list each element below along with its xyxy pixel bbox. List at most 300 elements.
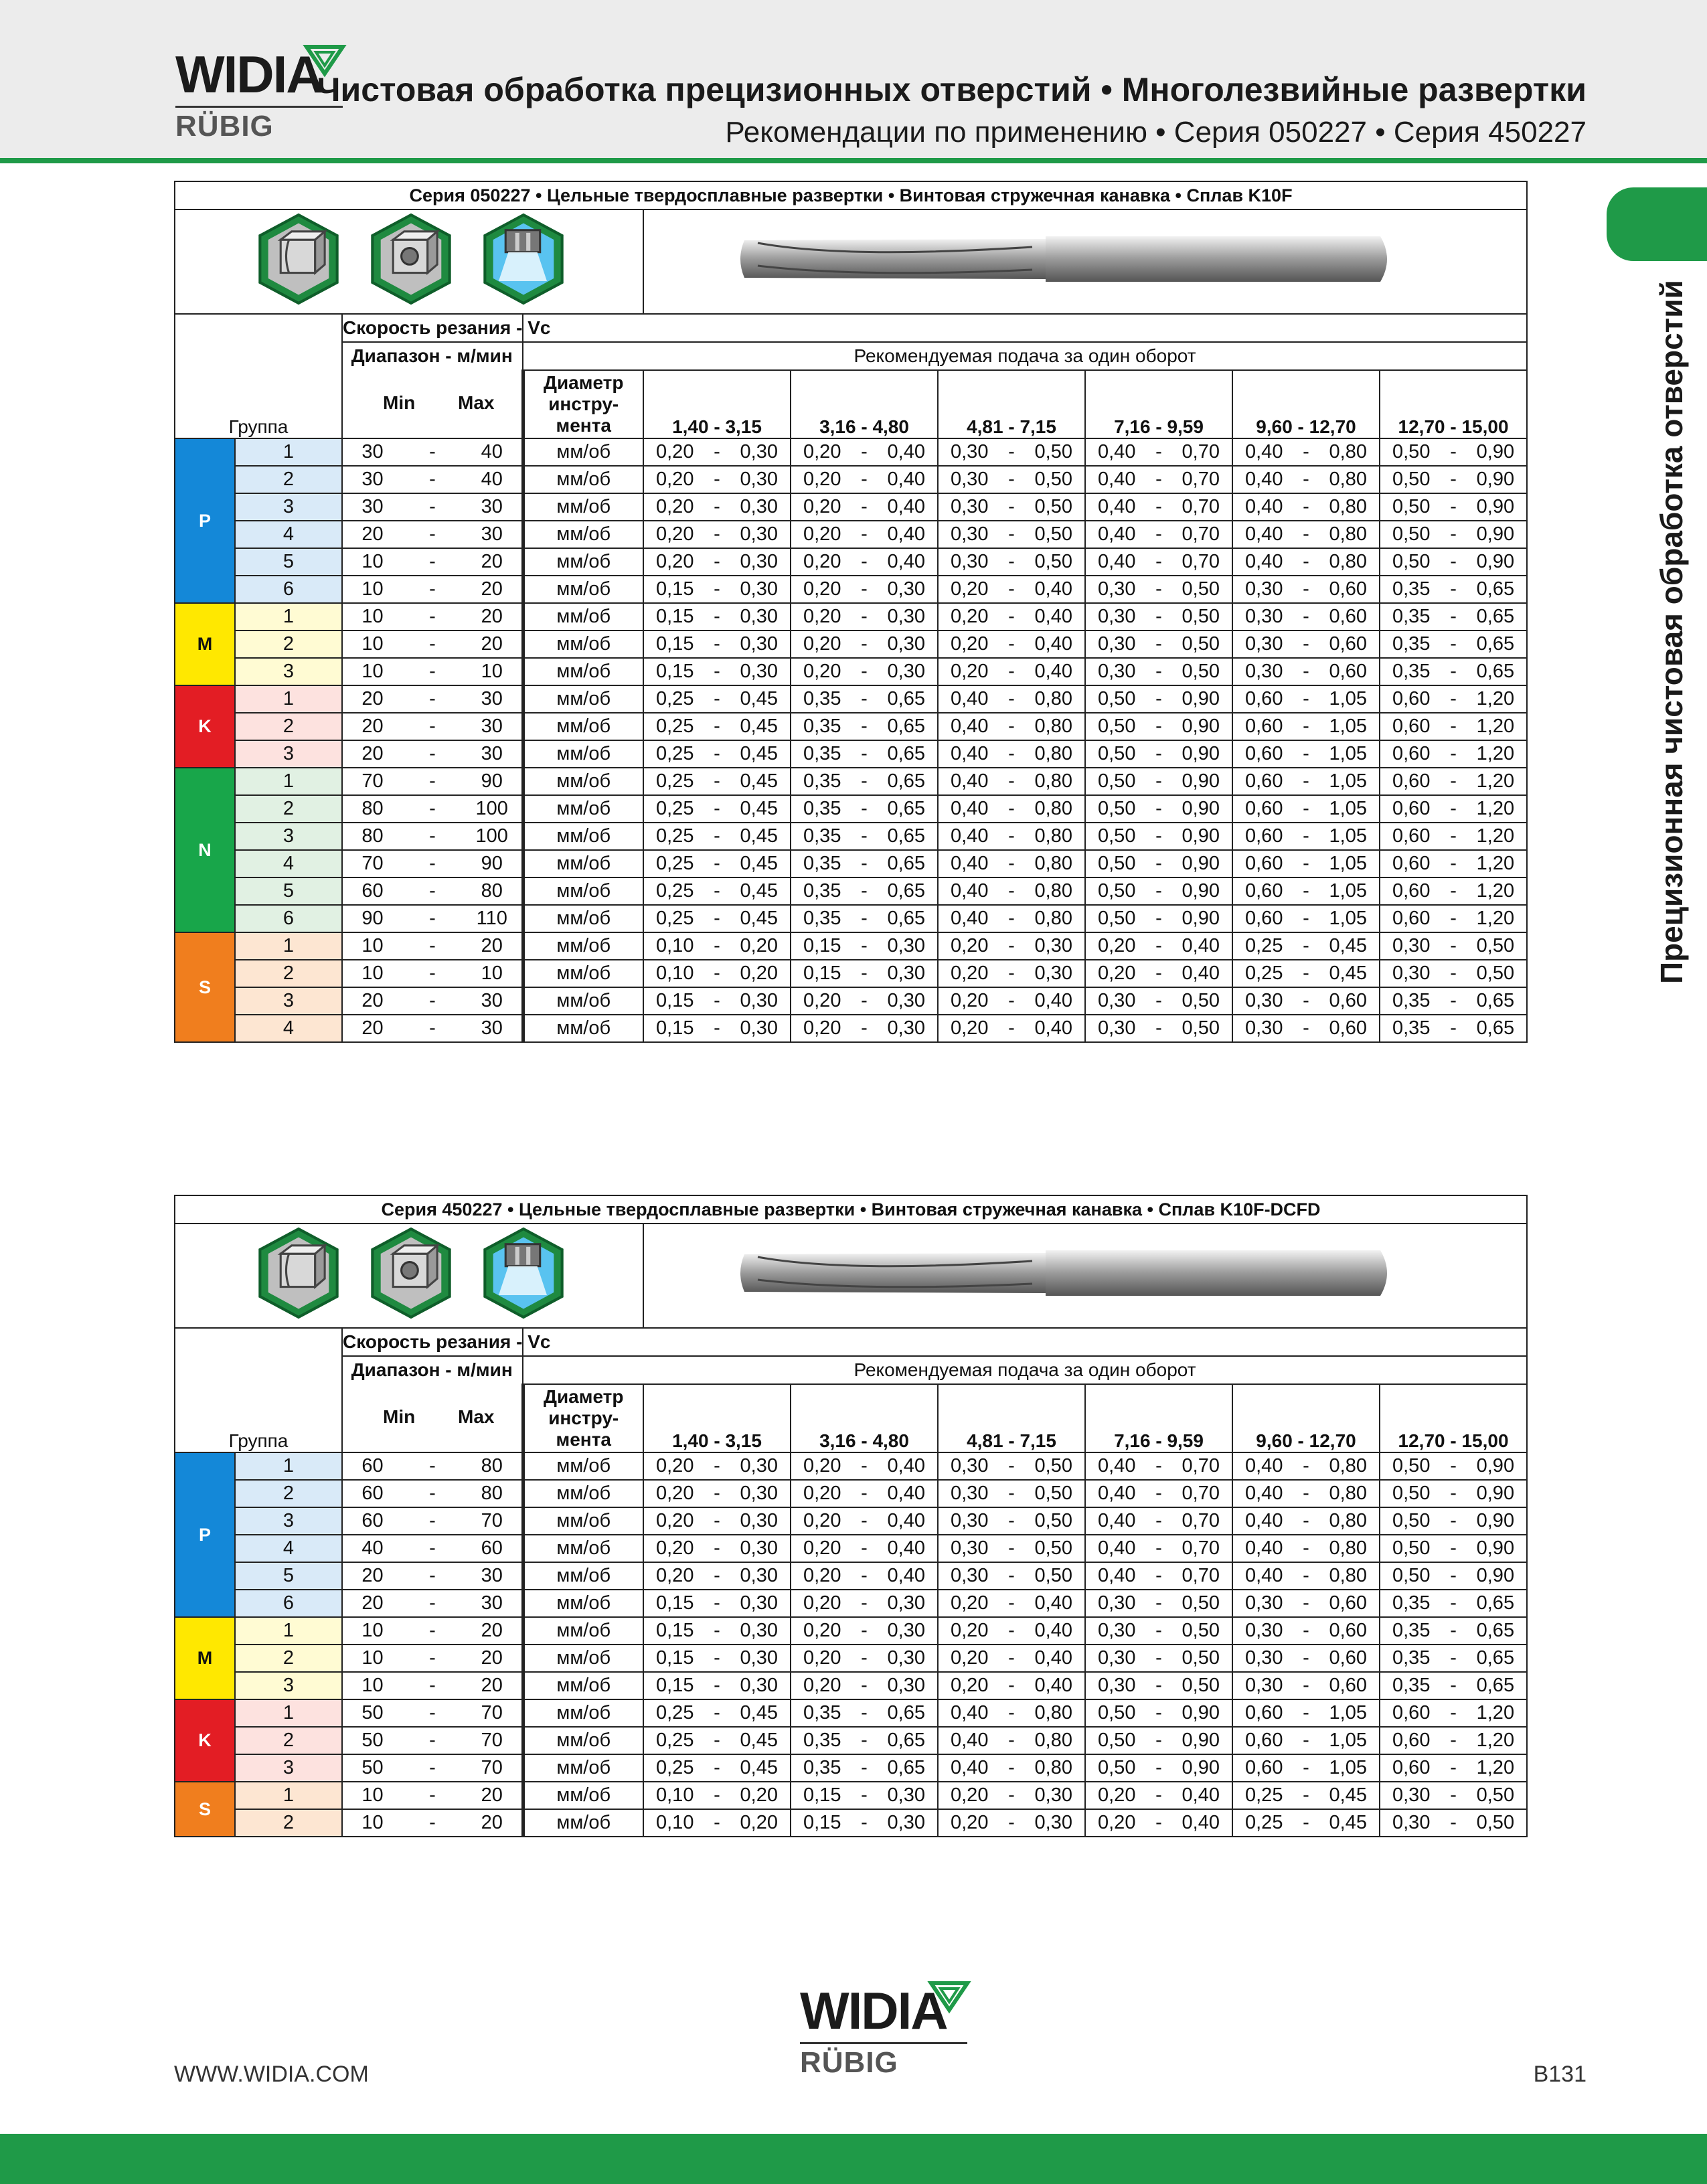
feed-cell: 0,20 - 0,30 <box>791 576 938 603</box>
table-row <box>175 1645 1527 1672</box>
sub-group: 2 <box>235 713 342 740</box>
table-title: Серия 050227 • Цельные твердосплавные развертки • Винтовая стружечная канавка • Сплав K10F <box>175 181 1527 209</box>
feed-cell: 0,30 - 0,50 <box>938 466 1085 493</box>
speed-dash: - <box>402 850 463 877</box>
speed-dash: - <box>402 1782 463 1809</box>
diameter-range-6: 12,70 - 15,00 <box>1380 1384 1527 1452</box>
feed-cell: 0,35 - 0,65 <box>1380 1015 1527 1042</box>
max-header: Max <box>458 392 495 413</box>
sub-group: 4 <box>235 850 342 877</box>
speed-min: 20 <box>342 1562 402 1590</box>
speed-min: 10 <box>342 658 402 685</box>
feed-cell: 0,30 - 0,50 <box>938 1480 1085 1507</box>
speed-min: 20 <box>342 1590 402 1617</box>
feed-cell: 0,50 - 0,90 <box>1085 1727 1232 1754</box>
feed-cell: 0,35 - 0,65 <box>791 713 938 740</box>
feed-cell: 0,15 - 0,30 <box>643 1645 791 1672</box>
feed-cell: 0,35 - 0,65 <box>791 685 938 713</box>
feed-cell: 0,40 - 0,70 <box>1085 521 1232 548</box>
feed-cell: 0,40 - 0,80 <box>938 1727 1085 1754</box>
units: мм/об <box>523 795 643 823</box>
diameter-range-3: 4,81 - 7,15 <box>938 1384 1085 1452</box>
speed-min: 30 <box>342 493 402 521</box>
speed-max: 80 <box>463 877 523 905</box>
speed-max: 20 <box>463 932 523 960</box>
feed-cell: 0,15 - 0,30 <box>643 631 791 658</box>
feed-cell: 0,60 - 1,20 <box>1380 823 1527 850</box>
feed-cell: 0,50 - 0,90 <box>1380 438 1527 466</box>
feed-cell: 0,40 - 0,80 <box>1232 1452 1380 1480</box>
speed-min: 10 <box>342 932 402 960</box>
feed-cell: 0,40 - 0,80 <box>1232 1535 1380 1562</box>
speed-max: 90 <box>463 850 523 877</box>
sub-group: 2 <box>235 795 342 823</box>
speed-dash: - <box>402 493 463 521</box>
footer-logo-triangle-icon <box>928 1979 970 2013</box>
speed-max: 80 <box>463 1452 523 1480</box>
feed-cell: 0,25 - 0,45 <box>643 905 791 932</box>
feed-cell: 0,40 - 0,70 <box>1085 548 1232 576</box>
feed-cell: 0,30 - 0,50 <box>1380 1782 1527 1809</box>
sub-group: 1 <box>235 603 342 631</box>
units: мм/об <box>523 960 643 987</box>
feed-cell: 0,60 - 1,05 <box>1232 1699 1380 1727</box>
feed-cell: 0,20 - 0,40 <box>791 1480 938 1507</box>
units: мм/об <box>523 713 643 740</box>
speed-dash: - <box>402 1699 463 1727</box>
feed-cell: 0,30 - 0,60 <box>1232 1015 1380 1042</box>
speed-dash: - <box>402 438 463 466</box>
feed-cell: 0,25 - 0,45 <box>1232 960 1380 987</box>
feed-cell: 0,20 - 0,40 <box>1085 1782 1232 1809</box>
feed-cell: 0,30 - 0,50 <box>1380 1809 1527 1837</box>
material-group-n: N <box>175 768 235 932</box>
feed-cell: 0,20 - 0,40 <box>938 987 1085 1015</box>
feed-cell: 0,20 - 0,30 <box>643 548 791 576</box>
speed-header: Скорость резания - Vc <box>342 314 523 342</box>
diameter-range-1: 1,40 - 3,15 <box>643 1384 791 1452</box>
speed-dash: - <box>402 713 463 740</box>
feed-cell: 0,25 - 0,45 <box>643 685 791 713</box>
units: мм/об <box>523 1782 643 1809</box>
speed-dash: - <box>402 466 463 493</box>
speed-min: 10 <box>342 1782 402 1809</box>
hex-coolant-icon <box>481 212 566 311</box>
feed-cell: 0,20 - 0,30 <box>938 1782 1085 1809</box>
feed-cell: 0,60 - 1,20 <box>1380 685 1527 713</box>
speed-min: 20 <box>342 740 402 768</box>
sub-group: 3 <box>235 493 342 521</box>
units: мм/об <box>523 603 643 631</box>
feed-cell: 0,20 - 0,30 <box>791 1645 938 1672</box>
sub-group: 1 <box>235 1452 342 1480</box>
feed-cell: 0,35 - 0,65 <box>791 740 938 768</box>
feed-cell: 0,60 - 1,05 <box>1232 713 1380 740</box>
speed-min: 20 <box>342 521 402 548</box>
speed-min: 60 <box>342 877 402 905</box>
feed-header: Рекомендуемая подача за один оборот <box>523 342 1527 370</box>
feed-cell: 0,25 - 0,45 <box>643 877 791 905</box>
speed-dash: - <box>402 1507 463 1535</box>
speed-min: 10 <box>342 631 402 658</box>
feed-cell: 0,35 - 0,65 <box>791 850 938 877</box>
speed-dash: - <box>402 1480 463 1507</box>
feed-cell: 0,40 - 0,80 <box>938 713 1085 740</box>
sub-group: 1 <box>235 768 342 795</box>
feed-cell: 0,25 - 0,45 <box>643 713 791 740</box>
feed-cell: 0,10 - 0,20 <box>643 932 791 960</box>
feed-cell: 0,40 - 0,80 <box>1232 466 1380 493</box>
speed-min: 20 <box>342 713 402 740</box>
sub-group: 1 <box>235 932 342 960</box>
speed-max: 20 <box>463 576 523 603</box>
feed-cell: 0,40 - 0,80 <box>938 740 1085 768</box>
feed-table-2 <box>174 1195 1528 1837</box>
diameter-range-5: 9,60 - 12,70 <box>1232 1384 1380 1452</box>
feed-cell: 0,20 - 0,30 <box>791 987 938 1015</box>
table-row <box>175 1672 1527 1699</box>
feed-cell: 0,60 - 1,20 <box>1380 795 1527 823</box>
units: мм/об <box>523 1562 643 1590</box>
speed-min: 70 <box>342 850 402 877</box>
material-group-k: K <box>175 685 235 768</box>
sub-group: 4 <box>235 1535 342 1562</box>
feed-cell: 0,20 - 0,40 <box>938 1617 1085 1645</box>
feed-cell: 0,25 - 0,45 <box>643 823 791 850</box>
speed-min: 10 <box>342 576 402 603</box>
feed-cell: 0,40 - 0,70 <box>1085 1507 1232 1535</box>
speed-dash: - <box>402 685 463 713</box>
feed-cell: 0,50 - 0,90 <box>1085 795 1232 823</box>
speed-dash: - <box>402 823 463 850</box>
feed-cell: 0,60 - 1,05 <box>1232 850 1380 877</box>
feed-cell: 0,10 - 0,20 <box>643 1782 791 1809</box>
feed-cell: 0,20 - 0,30 <box>938 1809 1085 1837</box>
feed-cell: 0,30 - 0,60 <box>1232 631 1380 658</box>
units: мм/об <box>523 1672 643 1699</box>
sub-group: 1 <box>235 438 342 466</box>
speed-max: 70 <box>463 1507 523 1535</box>
feed-cell: 0,20 - 0,40 <box>938 1590 1085 1617</box>
feed-cell: 0,60 - 1,20 <box>1380 1727 1527 1754</box>
feed-cell: 0,20 - 0,30 <box>791 631 938 658</box>
feed-cell: 0,15 - 0,30 <box>643 1672 791 1699</box>
feed-cell: 0,25 - 0,45 <box>643 850 791 877</box>
range-header: Диапазон - м/мин Min Max <box>342 1356 523 1452</box>
feed-cell: 0,40 - 0,70 <box>1085 1535 1232 1562</box>
feed-cell: 0,40 - 0,80 <box>938 877 1085 905</box>
feed-cell: 0,15 - 0,30 <box>643 658 791 685</box>
min-header: Min <box>383 392 416 413</box>
feed-cell: 0,20 - 0,40 <box>938 631 1085 658</box>
speed-dash: - <box>402 1754 463 1782</box>
table-row <box>175 521 1527 548</box>
feed-cell: 0,10 - 0,20 <box>643 1809 791 1837</box>
diameter-range-3: 4,81 - 7,15 <box>938 370 1085 438</box>
feed-cell: 0,50 - 0,90 <box>1085 877 1232 905</box>
feed-cell: 0,35 - 0,65 <box>1380 576 1527 603</box>
feed-cell: 0,40 - 0,80 <box>1232 521 1380 548</box>
feed-cell: 0,30 - 0,50 <box>938 493 1085 521</box>
feed-cell: 0,30 - 0,50 <box>1085 1590 1232 1617</box>
diameter-range-6: 12,70 - 15,00 <box>1380 370 1527 438</box>
speed-max: 10 <box>463 658 523 685</box>
feed-cell: 0,15 - 0,30 <box>643 1015 791 1042</box>
feed-cell: 0,40 - 0,70 <box>1085 493 1232 521</box>
feed-cell: 0,50 - 0,90 <box>1380 1562 1527 1590</box>
feed-cell: 0,40 - 0,80 <box>938 1699 1085 1727</box>
feed-cell: 0,20 - 0,30 <box>643 466 791 493</box>
feed-cell: 0,40 - 0,70 <box>1085 438 1232 466</box>
units: мм/об <box>523 1727 643 1754</box>
speed-min: 70 <box>342 768 402 795</box>
table-row <box>175 1617 1527 1645</box>
feed-cell: 0,20 - 0,40 <box>1085 960 1232 987</box>
feed-cell: 0,20 - 0,40 <box>791 1507 938 1535</box>
feed-cell: 0,20 - 0,30 <box>791 1590 938 1617</box>
sub-group: 3 <box>235 740 342 768</box>
feed-cell: 0,30 - 0,60 <box>1232 576 1380 603</box>
units: мм/об <box>523 521 643 548</box>
material-group-k: K <box>175 1699 235 1782</box>
feed-cell: 0,50 - 0,90 <box>1380 493 1527 521</box>
feed-cell: 0,20 - 0,40 <box>938 576 1085 603</box>
speed-max: 20 <box>463 1809 523 1837</box>
reamer-image <box>643 1224 1527 1328</box>
sub-group: 5 <box>235 1562 342 1590</box>
speed-max: 20 <box>463 1782 523 1809</box>
speed-max: 40 <box>463 466 523 493</box>
feed-cell: 0,20 - 0,30 <box>643 1452 791 1480</box>
footer-logo <box>800 1981 967 2079</box>
speed-max: 30 <box>463 1590 523 1617</box>
sub-group: 5 <box>235 877 342 905</box>
speed-min: 40 <box>342 1535 402 1562</box>
speed-min: 50 <box>342 1727 402 1754</box>
speed-max: 70 <box>463 1727 523 1754</box>
feed-cell: 0,30 - 0,50 <box>1085 1617 1232 1645</box>
feed-cell: 0,20 - 0,30 <box>643 1507 791 1535</box>
feed-cell: 0,25 - 0,45 <box>643 1727 791 1754</box>
table-row <box>175 823 1527 850</box>
feed-cell: 0,30 - 0,50 <box>938 1535 1085 1562</box>
feed-cell: 0,20 - 0,40 <box>791 548 938 576</box>
feed-cell: 0,40 - 0,80 <box>1232 493 1380 521</box>
feed-header: Рекомендуемая подача за один оборот <box>523 1356 1527 1384</box>
feed-cell: 0,20 - 0,40 <box>938 603 1085 631</box>
units: мм/об <box>523 1699 643 1727</box>
material-group-m: M <box>175 1617 235 1699</box>
feed-cell: 0,35 - 0,65 <box>791 823 938 850</box>
speed-min: 30 <box>342 438 402 466</box>
feed-cell: 0,30 - 0,50 <box>1085 1015 1232 1042</box>
feed-cell: 0,35 - 0,65 <box>1380 631 1527 658</box>
sub-group: 2 <box>235 466 342 493</box>
feed-cell: 0,20 - 0,30 <box>791 1015 938 1042</box>
feed-cell: 0,20 - 0,30 <box>643 1562 791 1590</box>
feed-cell: 0,50 - 0,90 <box>1380 466 1527 493</box>
table-row <box>175 493 1527 521</box>
range-header: Диапазон - м/мин Min Max <box>342 342 523 438</box>
footer-url[interactable]: WWW.WIDIA.COM <box>174 2062 369 2087</box>
diameter-range-4: 7,16 - 9,59 <box>1085 1384 1232 1452</box>
reamer-image <box>643 209 1527 314</box>
feed-cell: 0,30 - 0,60 <box>1232 1590 1380 1617</box>
table-row <box>175 740 1527 768</box>
units: мм/об <box>523 1590 643 1617</box>
speed-min: 30 <box>342 466 402 493</box>
table-row <box>175 438 1527 466</box>
feed-cell: 0,60 - 1,05 <box>1232 795 1380 823</box>
speed-dash: - <box>402 548 463 576</box>
speed-dash: - <box>402 740 463 768</box>
sub-group: 2 <box>235 1480 342 1507</box>
feed-cell: 0,50 - 0,90 <box>1085 823 1232 850</box>
speed-dash: - <box>402 768 463 795</box>
feed-cell: 0,50 - 0,90 <box>1085 1754 1232 1782</box>
section-tab <box>1607 187 1707 261</box>
table-title: Серия 450227 • Цельные твердосплавные развертки • Винтовая стружечная канавка • Сплав K10F-DCFD <box>175 1195 1527 1224</box>
feed-cell: 0,20 - 0,40 <box>1085 932 1232 960</box>
feed-cell: 0,30 - 0,60 <box>1232 603 1380 631</box>
feed-cell: 0,30 - 0,50 <box>1380 932 1527 960</box>
sub-group: 4 <box>235 521 342 548</box>
sub-group: 6 <box>235 905 342 932</box>
feed-cell: 0,30 - 0,50 <box>938 1507 1085 1535</box>
speed-max: 60 <box>463 1535 523 1562</box>
feed-cell: 0,20 - 0,30 <box>938 960 1085 987</box>
feed-cell: 0,60 - 1,05 <box>1232 1727 1380 1754</box>
feed-cell: 0,35 - 0,65 <box>1380 1672 1527 1699</box>
table-row <box>175 466 1527 493</box>
footer-brand-widia: WIDIA <box>800 1981 947 2040</box>
speed-dash: - <box>402 987 463 1015</box>
feed-cell: 0,40 - 0,70 <box>1085 466 1232 493</box>
speed-min: 20 <box>342 685 402 713</box>
units: мм/об <box>523 658 643 685</box>
feed-cell: 0,35 - 0,65 <box>1380 1590 1527 1617</box>
feed-cell: 0,50 - 0,90 <box>1380 1480 1527 1507</box>
feed-cell: 0,25 - 0,45 <box>643 768 791 795</box>
speed-dash: - <box>402 1617 463 1645</box>
diameter-range-2: 3,16 - 4,80 <box>791 1384 938 1452</box>
units: мм/об <box>523 877 643 905</box>
group-header: Группа <box>175 314 342 438</box>
diameter-range-5: 9,60 - 12,70 <box>1232 370 1380 438</box>
units: мм/об <box>523 1809 643 1837</box>
speed-max: 100 <box>463 795 523 823</box>
speed-min: 20 <box>342 987 402 1015</box>
hex-blind-hole-icon <box>368 212 454 311</box>
feed-cell: 0,60 - 1,20 <box>1380 713 1527 740</box>
sub-group: 6 <box>235 576 342 603</box>
feed-cell: 0,30 - 0,60 <box>1232 987 1380 1015</box>
feed-cell: 0,15 - 0,30 <box>791 1782 938 1809</box>
speed-max: 30 <box>463 1015 523 1042</box>
feed-cell: 0,25 - 0,45 <box>643 1754 791 1782</box>
header-rule <box>0 158 1707 163</box>
feed-cell: 0,30 - 0,50 <box>938 1562 1085 1590</box>
sub-group: 2 <box>235 1809 342 1837</box>
feed-cell: 0,20 - 0,40 <box>791 438 938 466</box>
units: мм/об <box>523 493 643 521</box>
brand-widia: WIDIA <box>175 45 323 104</box>
feed-cell: 0,40 - 0,80 <box>938 1754 1085 1782</box>
speed-dash: - <box>402 1590 463 1617</box>
speed-max: 30 <box>463 521 523 548</box>
feed-cell: 0,60 - 1,20 <box>1380 768 1527 795</box>
table-row <box>175 1809 1527 1837</box>
units: мм/об <box>523 932 643 960</box>
feed-cell: 0,15 - 0,30 <box>643 1590 791 1617</box>
feed-cell: 0,30 - 0,50 <box>1380 960 1527 987</box>
feed-cell: 0,60 - 1,05 <box>1232 740 1380 768</box>
feed-cell: 0,20 - 0,40 <box>938 658 1085 685</box>
speed-dash: - <box>402 1809 463 1837</box>
table-row <box>175 960 1527 987</box>
table-row <box>175 1699 1527 1727</box>
speed-dash: - <box>402 932 463 960</box>
material-icons <box>175 209 643 314</box>
speed-dash: - <box>402 1672 463 1699</box>
speed-min: 10 <box>342 1672 402 1699</box>
feed-cell: 0,35 - 0,65 <box>791 1699 938 1727</box>
speed-max: 90 <box>463 768 523 795</box>
page-number: B131 <box>1533 2062 1587 2087</box>
speed-dash: - <box>402 521 463 548</box>
hex-blind-hole-icon <box>368 1226 454 1325</box>
speed-max: 40 <box>463 438 523 466</box>
feed-cell: 0,50 - 0,90 <box>1085 1699 1232 1727</box>
feed-cell: 0,10 - 0,20 <box>643 960 791 987</box>
feed-cell: 0,15 - 0,30 <box>643 603 791 631</box>
feed-cell: 0,40 - 0,80 <box>1232 548 1380 576</box>
hex-coolant-icon <box>481 1226 566 1325</box>
units: мм/об <box>523 685 643 713</box>
diameter-range-4: 7,16 - 9,59 <box>1085 370 1232 438</box>
diameter-header: Диаметр инстру-мента <box>523 1384 643 1452</box>
feed-cell: 0,20 - 0,30 <box>643 521 791 548</box>
sub-group: 2 <box>235 1645 342 1672</box>
feed-cell: 0,60 - 1,05 <box>1232 768 1380 795</box>
units: мм/об <box>523 1507 643 1535</box>
feed-cell: 0,50 - 0,90 <box>1085 685 1232 713</box>
speed-max: 20 <box>463 603 523 631</box>
speed-min: 60 <box>342 1480 402 1507</box>
feed-cell: 0,50 - 0,90 <box>1085 850 1232 877</box>
table-row <box>175 1507 1527 1535</box>
feed-cell: 0,35 - 0,65 <box>791 795 938 823</box>
feed-cell: 0,50 - 0,90 <box>1380 1507 1527 1535</box>
feed-cell: 0,50 - 0,90 <box>1380 1452 1527 1480</box>
feed-cell: 0,30 - 0,50 <box>1085 1672 1232 1699</box>
feed-cell: 0,60 - 1,20 <box>1380 877 1527 905</box>
speed-max: 30 <box>463 713 523 740</box>
speed-max: 20 <box>463 1617 523 1645</box>
speed-dash: - <box>402 877 463 905</box>
speed-dash: - <box>402 905 463 932</box>
table-row <box>175 1590 1527 1617</box>
feed-cell: 0,40 - 0,80 <box>1232 1507 1380 1535</box>
units: мм/об <box>523 1754 643 1782</box>
page-title: Чистовая обработка прецизионных отверстий • Многолезвийные развертки <box>317 71 1587 108</box>
table-row <box>175 1562 1527 1590</box>
speed-dash: - <box>402 603 463 631</box>
feed-cell: 0,30 - 0,50 <box>938 548 1085 576</box>
feed-cell: 0,40 - 0,80 <box>938 823 1085 850</box>
speed-dash: - <box>402 1015 463 1042</box>
feed-cell: 0,35 - 0,65 <box>791 905 938 932</box>
